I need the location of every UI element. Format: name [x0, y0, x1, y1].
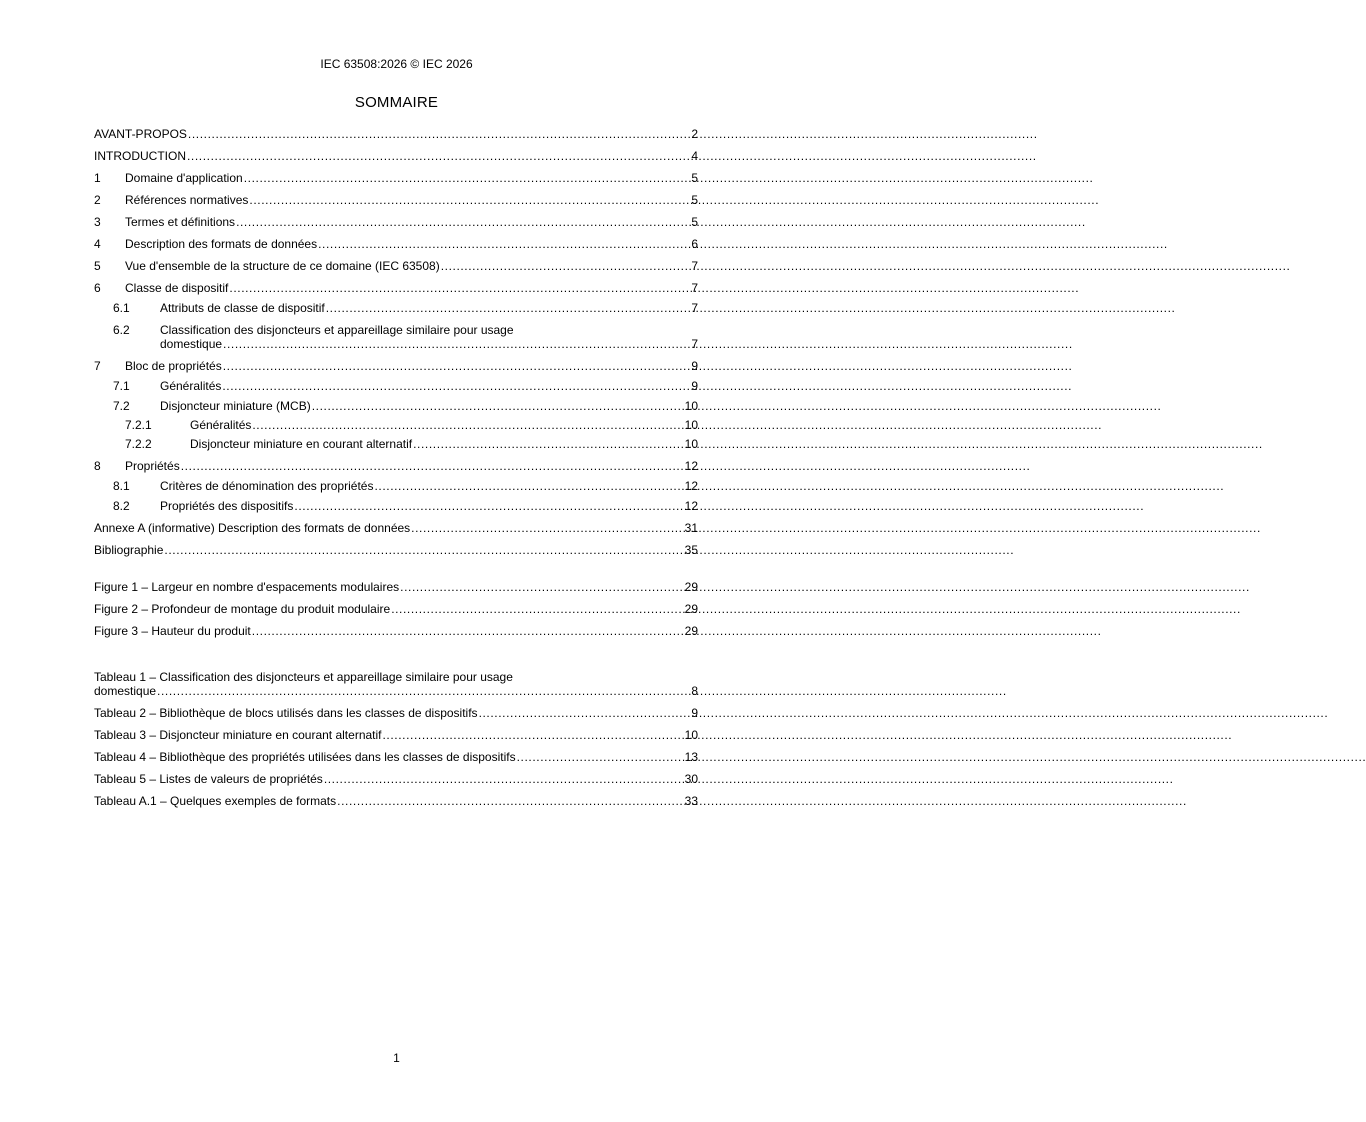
- dot-leader: [293, 499, 684, 513]
- toc-entry-contents-3[interactable]: [94, 186, 698, 208]
- dot-leader: [478, 706, 692, 720]
- toc-entry-figure-1[interactable]: [94, 573, 698, 595]
- dot-leader: [156, 684, 691, 698]
- dot-leader: [163, 543, 684, 557]
- toc-entry-page: 31: [684, 521, 698, 535]
- dot-leader: [222, 359, 692, 373]
- toc-entry-title: Propriétés: [125, 459, 180, 473]
- dot-leader: [180, 459, 685, 473]
- toc-entry-page: 13: [684, 750, 698, 764]
- toc-entry-contents-1[interactable]: [94, 142, 698, 164]
- dot-leader: [325, 301, 692, 315]
- toc-entry-page: 7: [691, 301, 698, 315]
- toc-entry-contents-12[interactable]: [94, 394, 698, 414]
- page-number: 1: [393, 1051, 400, 1065]
- toc-entry-page: 30: [684, 772, 698, 786]
- toc-entry-page: 29: [684, 580, 698, 594]
- toc-entry-table-4[interactable]: [94, 743, 698, 765]
- toc-entry-title-continued: domestique: [94, 684, 157, 698]
- toc-entry-contents-17[interactable]: [94, 494, 698, 514]
- toc-entry-page: 29: [684, 602, 698, 616]
- toc-entry-page: 6: [691, 237, 698, 251]
- toc-entry-title: Classification des disjoncteurs et appareillage similaire pour usage: [160, 323, 514, 337]
- toc-entry-number: 8.2: [113, 499, 130, 513]
- dot-leader: [311, 399, 685, 413]
- toc-entry-table-3[interactable]: [94, 721, 698, 743]
- toc-entry-contents-16[interactable]: [94, 474, 698, 494]
- dot-leader: [187, 127, 691, 141]
- toc-entry-title: Attributs de classe de dispositif: [160, 301, 325, 315]
- dot-leader: [373, 479, 684, 493]
- toc-entry-number: 5: [94, 259, 101, 273]
- toc-entry-number: 6: [94, 281, 101, 295]
- toc-entry-page: 5: [691, 215, 698, 229]
- dot-leader: [317, 237, 691, 251]
- toc-entry-page: 12: [684, 479, 698, 493]
- toc-entry-title: Figure 1 – Largeur en nombre d'espacements modulaires: [94, 580, 400, 594]
- dot-leader: [412, 437, 685, 451]
- toc-entry-contents-9[interactable]: [94, 316, 698, 352]
- toc-entry-figure-3[interactable]: [94, 617, 698, 639]
- toc-entry-title: INTRODUCTION: [94, 149, 186, 163]
- dot-leader: [235, 215, 691, 229]
- dot-leader: [440, 259, 692, 273]
- toc-entry-title-line: [66, 323, 698, 337]
- toc-entry-contents-10[interactable]: [94, 352, 698, 374]
- toc-entry-number: 7: [94, 359, 101, 373]
- toc-entry-title: Disjoncteur miniature en courant alternatif: [190, 437, 413, 451]
- toc-entry-title: Généralités: [160, 379, 222, 393]
- dot-leader: [221, 379, 691, 393]
- toc-entry-title-continued-line: [113, 337, 698, 351]
- dot-leader: [251, 418, 684, 432]
- toc-entry-page: 35: [684, 543, 698, 557]
- toc-entry-page: 10: [684, 728, 698, 742]
- toc-entry-table-5[interactable]: [94, 765, 698, 787]
- toc-title: SOMMAIRE: [354, 94, 439, 111]
- toc-entry-title: Termes et définitions: [125, 215, 236, 229]
- toc-entry-number: 7.2.1: [125, 418, 152, 432]
- toc-entry-title: Tableau 4 – Bibliothèque des propriétés utilisées dans les classes de dispositifs: [94, 750, 516, 764]
- toc-entry-contents-19[interactable]: [94, 536, 698, 558]
- toc-entry-figure-2[interactable]: [94, 595, 698, 617]
- toc-entry-table-6[interactable]: [94, 787, 698, 809]
- toc-entry-contents-18[interactable]: [94, 514, 698, 536]
- toc-entry-number: 7.2: [113, 399, 130, 413]
- toc-entry-page: 12: [684, 459, 698, 473]
- toc-entry-number: 2: [94, 193, 101, 207]
- toc-entry-title: Figure 3 – Hauteur du produit: [94, 624, 251, 638]
- dot-leader: [251, 624, 685, 638]
- toc-entry-title: AVANT-PROPOS: [94, 127, 187, 141]
- dot-leader: [382, 728, 685, 742]
- toc-entry-page: 8: [691, 684, 698, 698]
- toc-entry-title: Tableau 1 – Classification des disjoncteurs et appareillage similaire pour usage: [94, 670, 513, 684]
- toc-entry-contents-8[interactable]: [94, 296, 698, 316]
- dot-leader: [399, 580, 685, 594]
- dot-leader: [222, 337, 691, 351]
- toc-entry-title: Tableau 5 – Listes de valeurs de propriétés: [94, 772, 323, 786]
- dot-leader: [516, 750, 685, 764]
- toc-entry-number: 8: [94, 459, 101, 473]
- toc-entry-title-line: [94, 670, 698, 684]
- toc-entry-number: 7.1: [113, 379, 130, 393]
- table-of-contents: [94, 120, 698, 558]
- dot-leader: [336, 794, 684, 808]
- toc-entry-contents-13[interactable]: [94, 414, 698, 433]
- dot-leader: [243, 171, 692, 185]
- page-header: IEC 63508:2026 © IEC 2026: [320, 57, 473, 71]
- toc-entry-page: 7: [691, 281, 698, 295]
- toc-entry-contents-2[interactable]: [94, 164, 698, 186]
- toc-entry-number: 6.1: [113, 301, 130, 315]
- toc-entry-number: 7.2.2: [125, 437, 152, 451]
- toc-entry-title: Bibliographie: [94, 543, 164, 557]
- toc-entry-title: Annexe A (informative) Description des formats de données: [94, 521, 411, 535]
- toc-entry-title-continued: domestique: [160, 337, 223, 351]
- toc-entry-title: Tableau 2 – Bibliothèque de blocs utilisés dans les classes de dispositifs: [94, 706, 478, 720]
- dot-leader: [186, 149, 691, 163]
- toc-entry-title: Vue d'ensemble de la structure de ce domaine (IEC 63508): [125, 259, 440, 273]
- list-of-figures: [94, 573, 698, 639]
- toc-entry-page: 12: [684, 499, 698, 513]
- toc-entry-page: 4: [691, 149, 698, 163]
- toc-entry-number: 1: [94, 171, 101, 185]
- toc-entry-page: 9: [691, 359, 698, 373]
- toc-entry-title: Figure 2 – Profondeur de montage du produit modulaire: [94, 602, 391, 616]
- toc-entry-contents-0[interactable]: [94, 120, 698, 142]
- toc-entry-page: 9: [691, 379, 698, 393]
- toc-entry-page: 7: [691, 259, 698, 273]
- toc-entry-title: Bloc de propriétés: [125, 359, 222, 373]
- toc-entry-title: Critères de dénomination des propriétés: [160, 479, 374, 493]
- toc-entry-title: Références normatives: [125, 193, 249, 207]
- toc-entry-title: Classe de dispositif: [125, 281, 229, 295]
- toc-entry-page: 7: [691, 337, 698, 351]
- toc-entry-contents-5[interactable]: [94, 230, 698, 252]
- toc-entry-title: Domaine d'application: [125, 171, 243, 185]
- toc-entry-contents-11[interactable]: [94, 374, 698, 394]
- toc-entry-title: Description des formats de données: [125, 237, 318, 251]
- toc-entry-page: 10: [684, 418, 698, 432]
- toc-entry-contents-14[interactable]: [94, 433, 698, 452]
- toc-entry-number: 4: [94, 237, 101, 251]
- toc-entry-page: 2: [691, 127, 698, 141]
- toc-entry-title: Généralités: [190, 418, 252, 432]
- toc-entry-page: 33: [684, 794, 698, 808]
- list-of-tables: [94, 663, 698, 809]
- toc-entry-page: 10: [684, 399, 698, 413]
- toc-entry-page: 5: [691, 193, 698, 207]
- dot-leader: [410, 521, 684, 535]
- toc-entry-contents-4[interactable]: [94, 208, 698, 230]
- dot-leader: [323, 772, 685, 786]
- toc-entry-number: 6.2: [113, 323, 130, 337]
- toc-entry-table-2[interactable]: [94, 699, 698, 721]
- toc-entry-title-continued-line: [94, 684, 698, 698]
- toc-entry-page: 9: [691, 706, 698, 720]
- toc-entry-contents-7[interactable]: [94, 274, 698, 296]
- toc-entry-contents-15[interactable]: [94, 452, 698, 474]
- dot-leader: [390, 602, 684, 616]
- dot-leader: [228, 281, 691, 295]
- toc-entry-number: 8.1: [113, 479, 130, 493]
- toc-entry-title: Propriétés des dispositifs: [160, 499, 294, 513]
- dot-leader: [248, 193, 691, 207]
- toc-entry-number: 3: [94, 215, 101, 229]
- toc-entry-title: Tableau A.1 – Quelques exemples de formats: [94, 794, 337, 808]
- toc-entry-title: Tableau 3 – Disjoncteur miniature en courant alternatif: [94, 728, 382, 742]
- toc-entry-table-1[interactable]: [94, 663, 698, 699]
- toc-entry-title: Disjoncteur miniature (MCB): [160, 399, 311, 413]
- toc-entry-page: 10: [684, 437, 698, 451]
- toc-entry-contents-6[interactable]: [94, 252, 698, 274]
- toc-entry-page: 5: [691, 171, 698, 185]
- toc-entry-page: 29: [684, 624, 698, 638]
